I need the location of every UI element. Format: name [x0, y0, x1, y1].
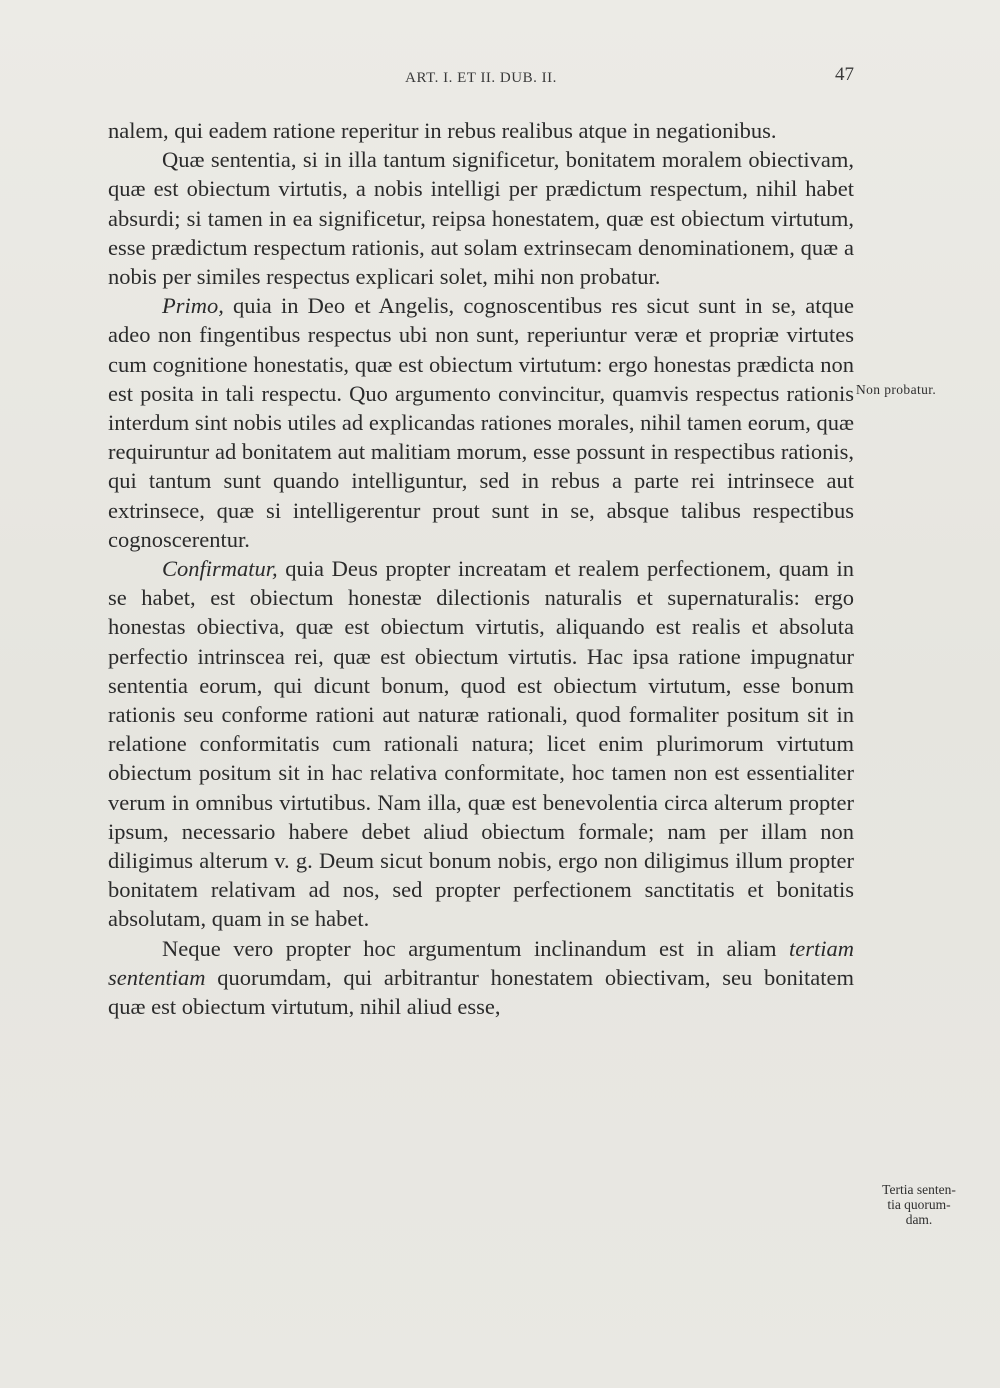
paragraph-neque-vero: [108, 934, 854, 1022]
body-text: [108, 116, 854, 1021]
page-number: 47: [835, 64, 854, 85]
margin-note-line: Tertia senten-: [882, 1182, 956, 1197]
margin-note-line: dam.: [905, 1212, 933, 1227]
page-header: [108, 64, 854, 94]
neque-vero-rest: quorumdam, qui arbitrantur honestatem obiectivam, seu bonitatem quæ est obiectum virtutum, nihil aliud esse,: [108, 964, 854, 1020]
paragraph-confirmatur: [108, 554, 854, 934]
paragraph-continuation: nalem, qui eadem ratione reperitur in rebus realibus atque in negationibus.: [108, 118, 777, 143]
primo-lead: Primo,: [162, 293, 224, 319]
margin-note-non-probatur: Non probatur.: [856, 382, 937, 397]
running-head: ART. I. ET II. DUB. II.: [405, 70, 557, 86]
paragraph-quae-sententia: Quæ sententia, si in illa tantum significetur, bonitatem moralem obiectivam, quæ est obiectum virtutis, a nobis intelligi per prædictum respectum, nihil habet absurdi; si tamen in ea significetur, reipsa honestatem, quæ est obiectum virtutum, esse prædictum respectum rationis, aut solam extrinsecam denominationem, quæ a nobis per similes respectus explicari solet, mihi non probatur.: [108, 147, 854, 290]
tertiam-sententiam: tertiam sententiam: [108, 935, 854, 990]
margin-note-line: tia quorum-: [887, 1197, 951, 1212]
neque-vero-start: Neque vero propter hoc argumentum inclinandum est in aliam: [162, 935, 789, 961]
confirmatur-lead: Confirmatur,: [162, 556, 278, 582]
confirmatur-text: quia Deus propter increatam et realem perfectionem, quam in se habet, est obiectum honestæ dilectionis naturalis et supernaturalis: ergo honestas obiectiva, quæ est obiectum virtutis, aliquando est realis et absoluta perfectio intrinscea rei, quæ est obiectum virtutis. Hac ipsa ratione impugnatur sententia eorum, qui dicunt bonum, quod est obiectum virtutum, esse bonum rationis seu conforme rationi aut naturæ rationali, quod formaliter positum sit in relatione conformitatis cum rationali natura; licet enim plurimorum virtutum obiectum positum sit in hac relativa conformitate, hoc tamen non est essentialiter verum in omnibus virtutibus. Nam illa, quæ est benevolentia circa alterum propter ipsum, necessario habere debet aliud obiectum formale; nam per illam non diligimus alterum v. g. Deum sicut bonum nobis, ergo non diligimus illum propter bonitatem relativam ad nos, sed propter perfectionem sanctitatis et bonitatis absolutam, quam in se habet.: [108, 556, 854, 932]
primo-text: quia in Deo et Angelis, cognoscentibus res sicut sunt in se, atque adeo non fingentibus respectus ubi non sunt, reperiuntur veræ et propriæ virtutes cum cognitione honestatis, quæ est obiectum virtutum: ergo honestas prædicta non est posita in tali respectu. Quo argumento convincitur, quamvis respectus rationis interdum sint nobis utiles ad explicandas rationes morales, nihil tamen eorum, quæ requiruntur ad bonitatem aut malitiam morum, esse possunt in respectibus rationis, qui tantum sunt quando intelliguntur, sed in rebus a parte rei intrinsece aut extrinsece, quæ si intelligerentur prout sunt in se, absque talibus respectibus cognoscerentur.: [108, 293, 854, 552]
paragraph-primo: [108, 291, 854, 554]
margin-note-tertia-sententia: [860, 1182, 978, 1227]
